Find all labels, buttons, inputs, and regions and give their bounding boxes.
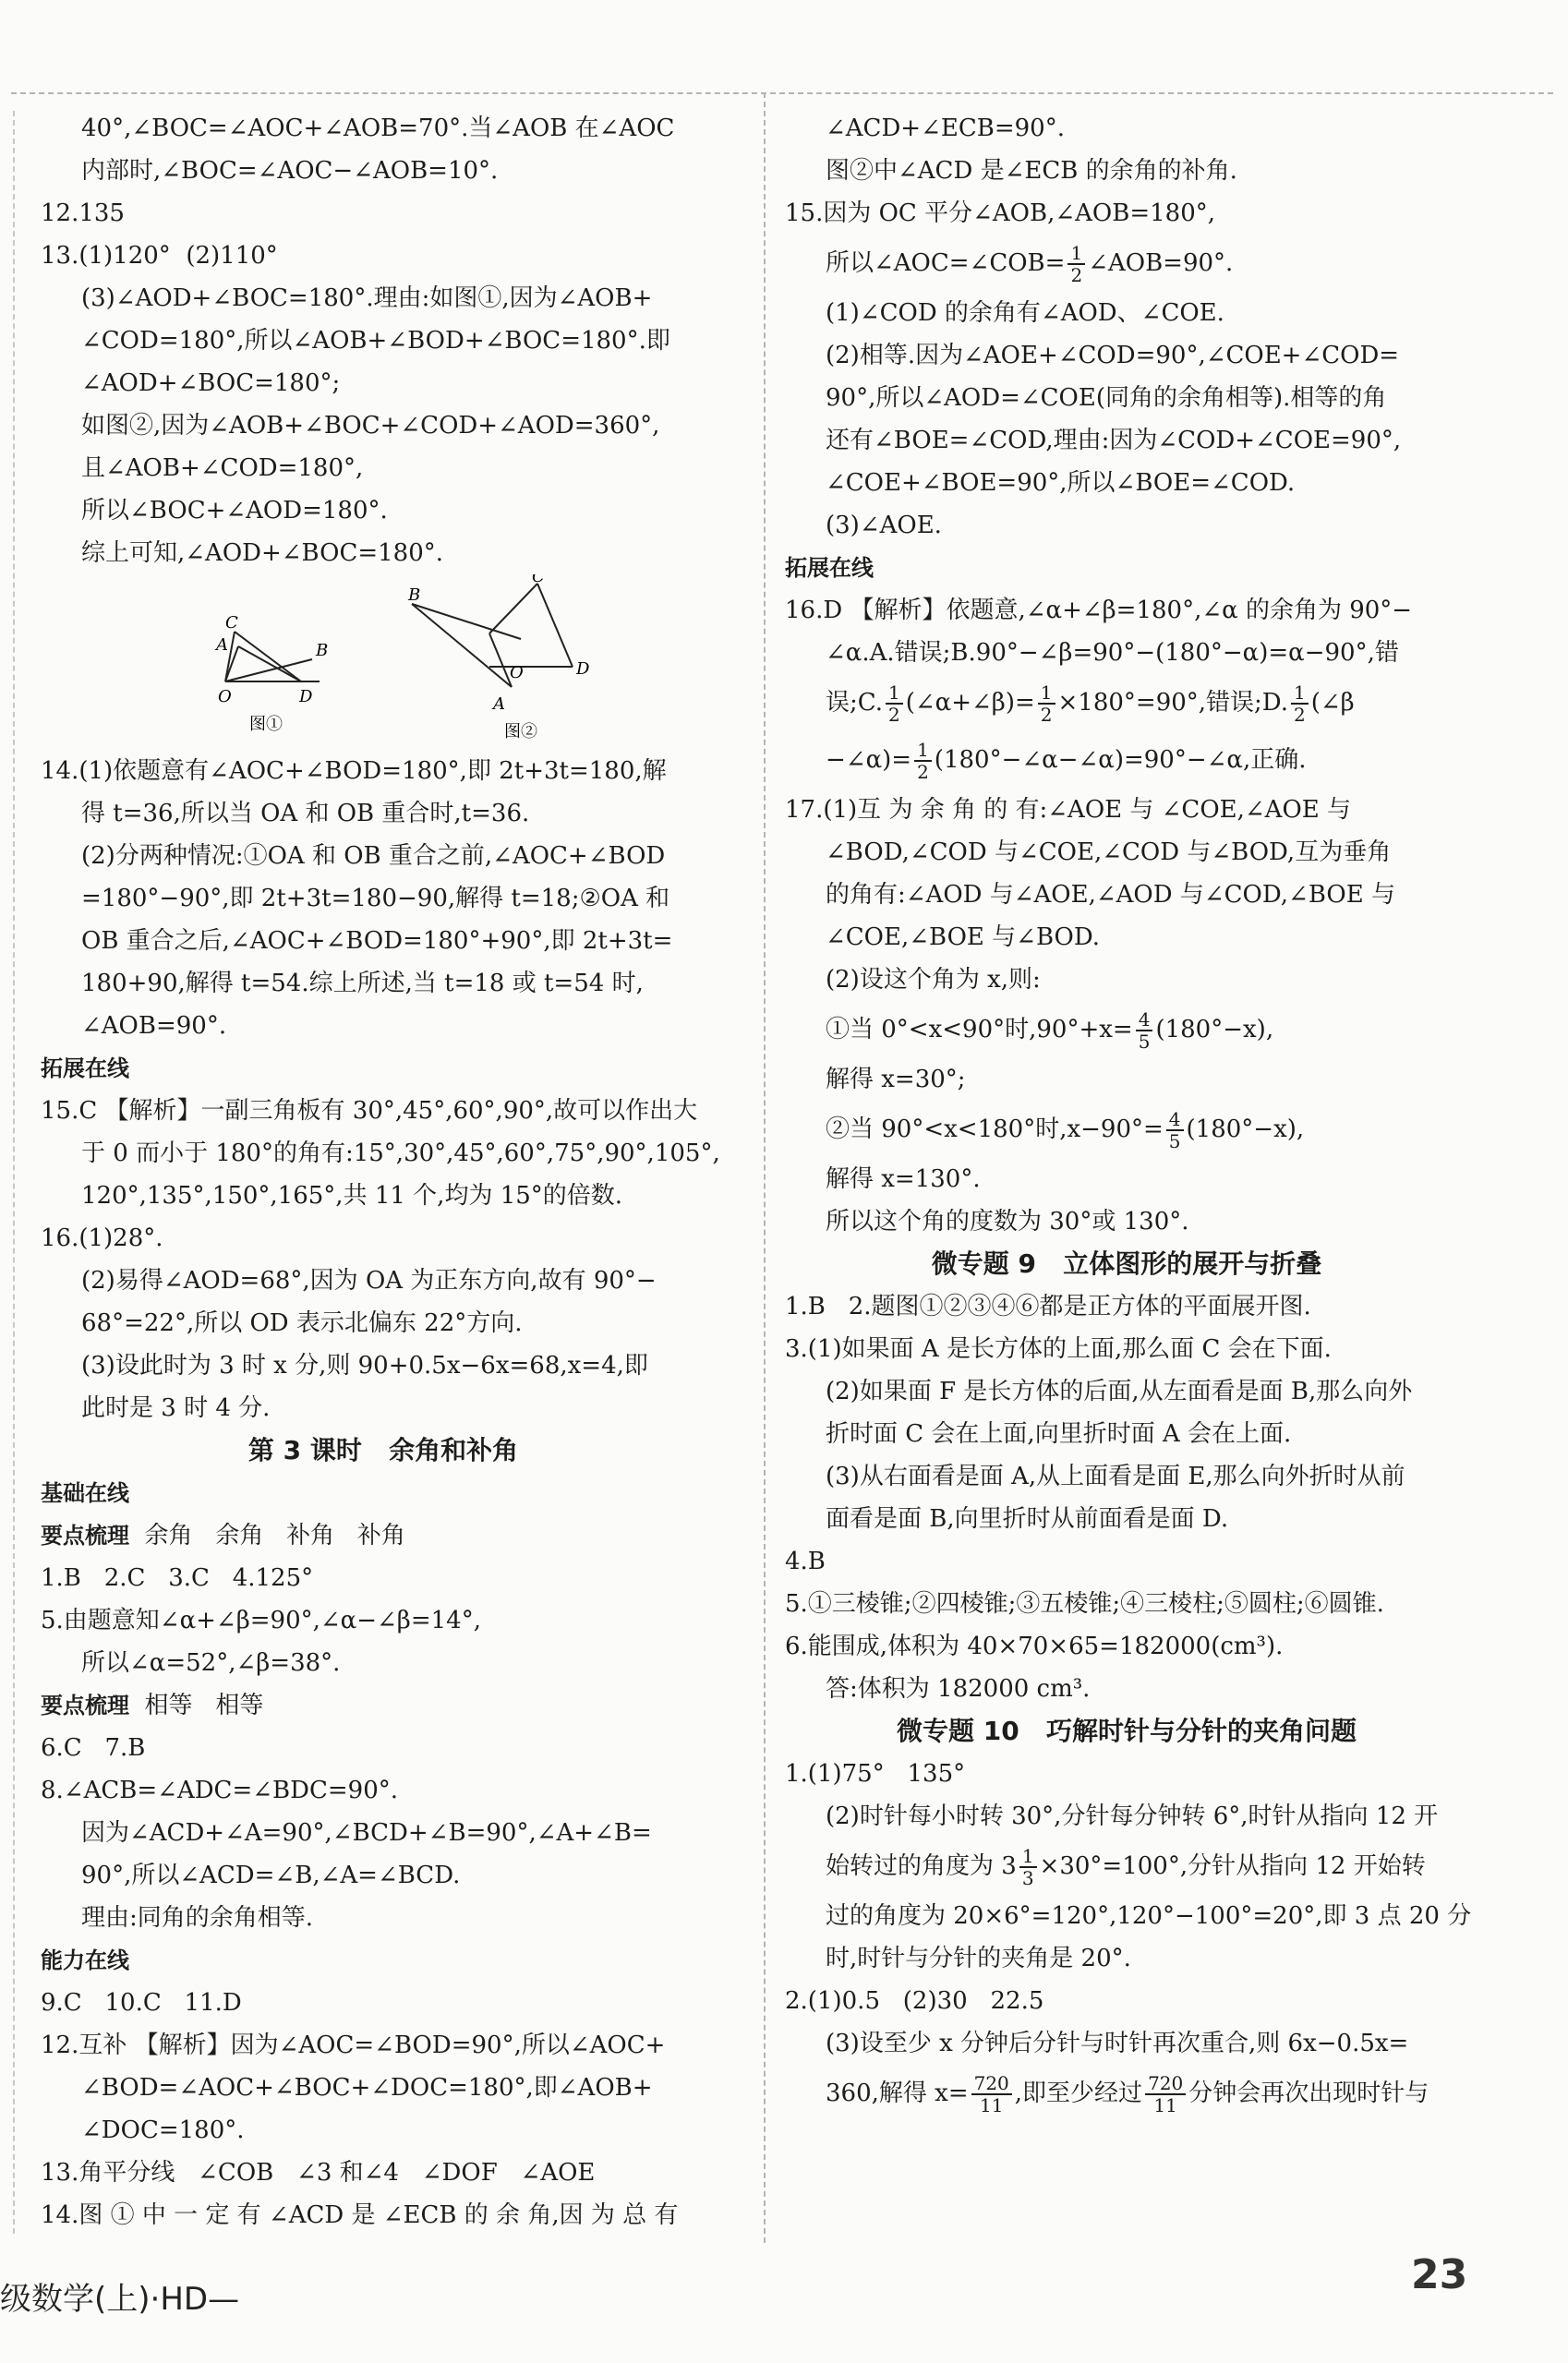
answer-1r: 1.(1)75° 135° bbox=[785, 1760, 966, 1788]
text: ∠AOB=90°. bbox=[1088, 249, 1234, 277]
text-line: 此时是 3 时 4 分. bbox=[81, 1394, 271, 1422]
text-line: ∠DOC=180°. bbox=[81, 2116, 245, 2144]
answer-8: 8.∠ACB=∠ADC=∠BDC=90°. bbox=[41, 1777, 399, 1804]
fig1-label-o: O bbox=[218, 687, 232, 706]
answer-13b: 13.角平分线 ∠COB ∠3 和∠4 ∠DOF ∠AOE bbox=[41, 2159, 596, 2187]
denominator: 2 bbox=[1040, 704, 1053, 726]
text: (∠β bbox=[1310, 689, 1355, 717]
text-line: 折时面 C 会在上面,向里折时面 A 会在上面. bbox=[826, 1420, 1292, 1448]
answer-14: 14.(1)依题意有∠AOC+∠BOD=180°,即 2t+3t=180,解 bbox=[41, 757, 667, 785]
fig2-label-d: D bbox=[576, 659, 590, 679]
answers-6-7: 6.C 7.B bbox=[41, 1734, 146, 1762]
text-line: 90°,所以∠ACD=∠B,∠A=∠BCD. bbox=[81, 1862, 461, 1889]
text-line: (3)∠AOD+∠BOC=180°.理由:如图①,因为∠AOB+ bbox=[81, 284, 653, 312]
topic-9-title: 微专题 9 立体图形的展开与折叠 bbox=[931, 1248, 1322, 1279]
answer-14b: 14.图 ① 中 一 定 有 ∠ACD 是 ∠ECB 的 余 角,因 为 总 有 bbox=[41, 2201, 679, 2229]
text-line: ∠AOB=90°. bbox=[81, 1012, 227, 1040]
text-line: 时,时针与分针的夹角是 20°. bbox=[826, 1945, 1131, 1972]
fig1-label-a: A bbox=[216, 635, 228, 655]
numerator: 4 bbox=[1166, 1109, 1184, 1131]
fraction bbox=[1038, 682, 1055, 725]
text: 始转过的角度为 3 bbox=[826, 1852, 1017, 1880]
denominator: 2 bbox=[1070, 264, 1083, 286]
text: (180°−∠α−∠α)=90°−∠α,正确. bbox=[934, 746, 1307, 774]
answers-1-2: 1.B 2.题图①②③④⑥都是正方体的平面展开图. bbox=[785, 1293, 1311, 1320]
text: ×30°=100°,分针从指向 12 开始转 bbox=[1039, 1852, 1426, 1880]
answer-16: 16.(1)28°. bbox=[41, 1224, 163, 1252]
figure-diagrams bbox=[41, 574, 726, 750]
text: (180°−x), bbox=[1186, 1115, 1305, 1143]
text-line: (2)时针每小时转 30°,分针每分钟转 6°,时针从指向 12 开 bbox=[826, 1802, 1439, 1830]
text-line: 40°,∠BOC=∠AOC+∠AOB=70°.当∠AOB 在∠AOC bbox=[81, 115, 675, 142]
figure-2 bbox=[407, 574, 590, 741]
answers-1-4: 1.B 2.C 3.C 4.125° bbox=[41, 1564, 314, 1592]
text-line: (2)相等.因为∠AOE+∠COD=90°,∠COE+∠COD= bbox=[826, 342, 1400, 369]
answer-2r: 2.(1)0.5 (2)30 22.5 bbox=[785, 1987, 1044, 2015]
fig1-label-b: B bbox=[316, 641, 329, 660]
answer-3: 3.(1)如果面 A 是长方体的上面,那么面 C 会在下面. bbox=[785, 1335, 1332, 1363]
numerator: 1 bbox=[1291, 682, 1309, 705]
text: (∠α+∠β)= bbox=[905, 689, 1035, 717]
answer-16r: 16.D 【解析】依题意,∠α+∠β=180°,∠α 的余角为 90°− bbox=[785, 597, 1413, 624]
denominator: 2 bbox=[1294, 704, 1306, 726]
text-line: 得 t=36,所以当 OA 和 OB 重合时,t=36. bbox=[81, 800, 530, 827]
text-line: (3)设此时为 3 时 x 分,则 90+0.5x−6x=68,x=4,即 bbox=[81, 1352, 648, 1380]
key-points-answers: 余角 余角 补角 补角 bbox=[129, 1522, 405, 1549]
key-points-label: 要点梳理 bbox=[41, 1693, 129, 1718]
text-line: 所以这个角的度数为 30°或 130°. bbox=[826, 1208, 1189, 1236]
text-line: 综上可知,∠AOD+∠BOC=180°. bbox=[81, 539, 444, 567]
answer-12: 12.135 bbox=[41, 199, 125, 227]
numerator: 720 bbox=[1145, 2073, 1186, 2095]
text: −∠α)= bbox=[826, 746, 912, 774]
section-heading: 能力在线 bbox=[41, 1947, 129, 1973]
denominator: 2 bbox=[888, 704, 900, 726]
text-line: 90°,所以∠AOD=∠COE(同角的余角相等).相等的角 bbox=[826, 384, 1387, 412]
text-line: ∠BOD=∠AOC+∠BOC+∠DOC=180°,即∠AOB+ bbox=[81, 2074, 653, 2102]
answer-5r: 5.①三棱锥;②四棱锥;③五棱锥;④三棱柱;⑤圆柱;⑥圆锥. bbox=[785, 1590, 1384, 1618]
answer-15r: 15.因为 OC 平分∠AOB,∠AOB=180°, bbox=[785, 199, 1215, 227]
text-line-fraction bbox=[785, 235, 1468, 292]
text-line: 还有∠BOE=∠COD,理由:因为∠COD+∠COE=90°, bbox=[826, 427, 1402, 454]
section-heading: 拓展在线 bbox=[41, 1055, 129, 1081]
text-line: 于 0 而小于 180°的角有:15°,30°,45°,60°,75°,90°,105°, bbox=[81, 1139, 720, 1167]
fraction bbox=[1019, 1846, 1037, 1888]
right-column bbox=[785, 107, 1472, 2122]
text-line-fraction bbox=[785, 1101, 1468, 1158]
fig2-label-a: A bbox=[493, 694, 505, 714]
fraction bbox=[1145, 2073, 1186, 2116]
denominator: 3 bbox=[1021, 1867, 1034, 1889]
text-line-fraction bbox=[785, 674, 1468, 731]
text-line: (3)∠AOE. bbox=[826, 512, 942, 539]
top-dashed-rule bbox=[11, 92, 1553, 94]
fraction bbox=[1136, 1009, 1153, 1052]
fig2-label-o: O bbox=[510, 663, 524, 682]
fraction bbox=[886, 682, 903, 725]
key-points-answers: 相等 相等 bbox=[129, 1692, 264, 1719]
text: 误;C. bbox=[826, 689, 883, 717]
fraction bbox=[1166, 1109, 1184, 1151]
answer-12b: 12.互补 【解析】因为∠AOC=∠BOD=90°,所以∠AOC+ bbox=[41, 2031, 666, 2059]
text-line-fraction bbox=[785, 1838, 1468, 1895]
column-divider bbox=[764, 92, 766, 2243]
denominator: 5 bbox=[1168, 1130, 1181, 1152]
text-line-fraction bbox=[785, 731, 1468, 789]
text-line: 图②中∠ACD 是∠ECB 的余角的补角. bbox=[826, 157, 1237, 185]
text-line: 68°=22°,所以 OD 表示北偏东 22°方向. bbox=[81, 1309, 523, 1337]
text-line: ∠COE,∠BOE 与∠BOD. bbox=[826, 923, 1101, 951]
answer-4: 4.B bbox=[785, 1548, 826, 1575]
text-line-fraction bbox=[785, 2065, 1468, 2122]
text-line: 解得 x=30°; bbox=[826, 1066, 966, 1093]
denominator: 5 bbox=[1138, 1031, 1151, 1053]
text-line: 理由:同角的余角相等. bbox=[81, 1904, 314, 1932]
text: ①当 0°<x<90°时,90°+x= bbox=[826, 1016, 1133, 1043]
angle-figures bbox=[41, 574, 726, 750]
fraction bbox=[971, 2073, 1012, 2116]
text-line: 面看是面 B,向里折时从前面看是面 D. bbox=[826, 1505, 1229, 1533]
left-margin-rule bbox=[13, 111, 15, 2234]
section-heading: 拓展在线 bbox=[785, 555, 874, 581]
text-line: ∠BOD,∠COD 与∠COE,∠COD 与∠BOD,互为垂角 bbox=[826, 838, 1392, 866]
text-line: 180+90,解得 t=54.综上所述,当 t=18 或 t=54 时, bbox=[81, 970, 644, 997]
fraction bbox=[914, 740, 932, 782]
page-number: 23 bbox=[1411, 2251, 1468, 2298]
text-line: 内部时,∠BOC=∠AOC−∠AOB=10°. bbox=[81, 157, 499, 185]
denominator: 2 bbox=[917, 761, 929, 783]
text-line: ∠COD=180°,所以∠AOB+∠BOD+∠BOC=180°.即 bbox=[81, 327, 670, 355]
text-line: 所以∠α=52°,∠β=38°. bbox=[81, 1649, 341, 1677]
text-line: 解得 x=130°. bbox=[826, 1165, 981, 1193]
fig1-caption: 图① bbox=[249, 715, 283, 734]
answer-17: 17.(1)互 为 余 角 的 有:∠AOE 与 ∠COE,∠AOE 与 bbox=[785, 796, 1352, 824]
numerator: 1 bbox=[886, 682, 903, 705]
text-line: ∠ACD+∠ECB=90°. bbox=[826, 115, 1065, 142]
text-line: ∠AOD+∠BOC=180°; bbox=[81, 369, 341, 397]
text-line: ∠α.A.错误;B.90°−∠β=90°−(180°−α)=α−90°,错 bbox=[826, 639, 1399, 667]
text-line: (1)∠COD 的余角有∠AOD、∠COE. bbox=[826, 299, 1224, 327]
key-points bbox=[41, 1514, 726, 1557]
answers-9-11: 9.C 10.C 11.D bbox=[41, 1989, 242, 2017]
text-line: =180°−90°,即 2t+3t=180−90,解得 t=18;②OA 和 bbox=[81, 885, 670, 912]
footer-book-label: 级数学(上)·HD— bbox=[0, 2281, 240, 2318]
key-points-label: 要点梳理 bbox=[41, 1523, 129, 1549]
text: ×180°=90°,错误;D. bbox=[1057, 689, 1288, 717]
answer-5: 5.由题意知∠α+∠β=90°,∠α−∠β=14°, bbox=[41, 1607, 481, 1634]
numerator: 4 bbox=[1136, 1009, 1153, 1031]
text-line: 因为∠ACD+∠A=90°,∠BCD+∠B=90°,∠A+∠B= bbox=[81, 1819, 652, 1847]
fig2-label-c: C bbox=[532, 574, 545, 586]
denominator: 11 bbox=[1153, 2094, 1177, 2116]
text-line: (2)易得∠AOD=68°,因为 OA 为正东方向,故有 90°− bbox=[81, 1267, 657, 1295]
text-line: (2)设这个角为 x,则: bbox=[826, 966, 1041, 994]
fraction bbox=[1291, 682, 1309, 725]
numerator: 720 bbox=[971, 2073, 1012, 2095]
text-line: (2)如果面 F 是长方体的后面,从左面看是面 B,那么向外 bbox=[826, 1378, 1413, 1405]
text-line-fraction bbox=[785, 1001, 1468, 1058]
text-line: 所以∠BOC+∠AOD=180°. bbox=[81, 497, 388, 524]
fraction bbox=[1067, 243, 1085, 285]
fig2-caption: 图② bbox=[504, 722, 537, 741]
text: 360,解得 x= bbox=[826, 2080, 969, 2107]
text: ②当 90°<x<180°时,x−90°= bbox=[826, 1115, 1164, 1143]
denominator: 11 bbox=[979, 2094, 1004, 2116]
text-line: 且∠AOB+∠COD=180°, bbox=[81, 454, 364, 482]
answer-6r: 6.能围成,体积为 40×70×65=182000(cm³). bbox=[785, 1633, 1284, 1660]
numerator: 1 bbox=[1038, 682, 1055, 705]
text: 所以∠AOC=∠COB= bbox=[826, 249, 1066, 277]
numerator: 1 bbox=[1067, 243, 1085, 265]
section-heading: 基础在线 bbox=[41, 1480, 129, 1506]
key-points bbox=[41, 1684, 726, 1727]
topic-10-title: 微专题 10 巧解时针与分针的夹角问题 bbox=[897, 1716, 1357, 1746]
text-line: ∠COE+∠BOE=90°,所以∠BOE=∠COD. bbox=[826, 469, 1296, 497]
text-line: (3)设至少 x 分钟后分针与时针再次重合,则 6x−0.5x= bbox=[826, 2030, 1409, 2057]
text: 分钟会再次出现时针与 bbox=[1188, 2080, 1429, 2107]
text: (180°−x), bbox=[1155, 1016, 1274, 1043]
text-line: 答:体积为 182000 cm³. bbox=[826, 1675, 1091, 1703]
text-line: 的角有:∠AOD 与∠AOE,∠AOD 与∠COD,∠BOE 与 bbox=[826, 881, 1395, 909]
text-line: (3)从右面看是面 A,从上面看是面 E,那么向外折时从前 bbox=[826, 1463, 1405, 1490]
text-line: 如图②,因为∠AOB+∠BOC+∠COD+∠AOD=360°, bbox=[81, 412, 660, 440]
text-line: 120°,135°,150°,165°,共 11 个,均为 15°的倍数. bbox=[81, 1182, 623, 1210]
answer-15: 15.C 【解析】一副三角板有 30°,45°,60°,90°,故可以作出大 bbox=[41, 1097, 698, 1125]
lesson-title: 第 3 课时 余角和补角 bbox=[247, 1435, 519, 1465]
fig2-label-b: B bbox=[408, 585, 421, 605]
text-line: OB 重合之后,∠AOC+∠BOD=180°+90°,即 2t+3t= bbox=[81, 927, 673, 955]
numerator: 1 bbox=[914, 740, 932, 762]
answer-13: 13.(1)120° (2)110° bbox=[41, 242, 278, 270]
text-line: (2)分两种情况:①OA 和 OB 重合之前,∠AOC+∠BOD bbox=[81, 842, 666, 870]
left-column bbox=[41, 107, 726, 2236]
text-line: 过的角度为 20×6°=120°,120°−100°=20°,即 3 点 20 分 bbox=[826, 1902, 1472, 1930]
figure-1 bbox=[214, 613, 328, 734]
fig1-label-d: D bbox=[299, 687, 313, 706]
fig1-label-c: C bbox=[225, 613, 238, 633]
numerator: 1 bbox=[1019, 1846, 1037, 1868]
text: ,即至少经过 bbox=[1014, 2080, 1143, 2107]
